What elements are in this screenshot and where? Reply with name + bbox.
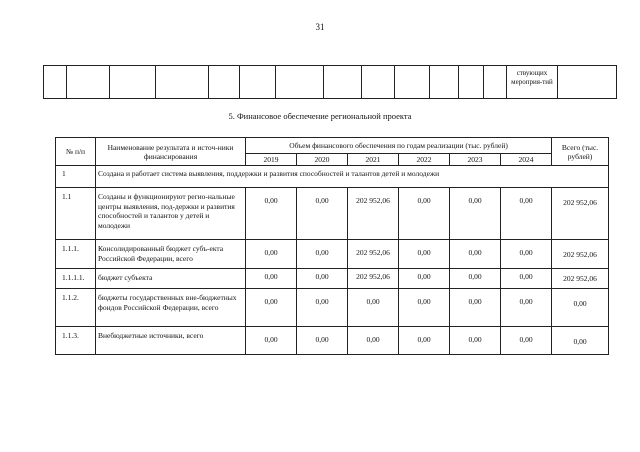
row-value: 202 952,06 [348, 240, 399, 269]
cont-cell [156, 66, 209, 99]
header-year: 2020 [297, 154, 348, 166]
row-code: 1.1.1. [56, 240, 96, 269]
table-row [56, 327, 609, 355]
row-total: 0,00 [552, 327, 609, 355]
row-name: Созданы и функционируют регио-нальные центры выявления, под-держки и развития способностей и талантов у детей и молодежи [96, 188, 246, 240]
cont-cell [240, 66, 276, 99]
row-value: 0,00 [450, 269, 501, 289]
header-total: Всего (тыс. рублей) [552, 138, 609, 166]
row-value: 0,00 [450, 327, 501, 355]
row-value: 0,00 [246, 188, 297, 240]
row-total: 0,00 [552, 289, 609, 327]
row-name: Консолидированный бюджет субъ-екта Российской Федерации, всего [96, 240, 246, 269]
row-value: 0,00 [297, 188, 348, 240]
table-row [56, 240, 609, 269]
row-name: бюджеты государственных вне-бюджетных фондов Российской Федерации, всего [96, 289, 246, 327]
cont-cell [362, 66, 395, 99]
row-value: 0,00 [348, 289, 399, 327]
header-year: 2022 [399, 154, 450, 166]
row-total: 202 952,06 [552, 269, 609, 289]
row-value: 0,00 [297, 269, 348, 289]
row-value: 0,00 [297, 327, 348, 355]
cont-cell [67, 66, 110, 99]
row-name: Внебюджетные источники, всего [96, 327, 246, 355]
row-value: 0,00 [399, 327, 450, 355]
row-value: 0,00 [450, 289, 501, 327]
header-num: № п/п [56, 138, 96, 166]
page-number: 31 [315, 22, 325, 32]
header-volume: Объем финансового обеспечения по годам реализации (тыс. рублей) [246, 138, 552, 154]
row-value: 0,00 [246, 327, 297, 355]
table-row [56, 289, 609, 327]
row-value: 0,00 [246, 240, 297, 269]
row-code: 1.1.3. [56, 327, 96, 355]
row-code: 1 [56, 166, 96, 188]
continuation-table [43, 65, 617, 99]
row-code: 1.1.1.1. [56, 269, 96, 289]
table-row [56, 188, 609, 240]
header-year: 2023 [450, 154, 501, 166]
row-value: 202 952,06 [348, 188, 399, 240]
header-name: Наименование результата и источ-ники финансирования [96, 138, 246, 166]
row-code: 1.1 [56, 188, 96, 240]
table-row [56, 269, 609, 289]
row-total: 202 952,06 [552, 188, 609, 240]
row-name: бюджет субъекта [96, 269, 246, 289]
cont-cell [395, 66, 430, 99]
section-title: 5. Финансовое обеспечение региональной проекта [228, 111, 412, 121]
row-value: 0,00 [501, 289, 552, 327]
section-row [56, 166, 609, 188]
row-value: 0,00 [450, 188, 501, 240]
row-value: 0,00 [246, 289, 297, 327]
row-total: 202 952,06 [552, 240, 609, 269]
cont-cell [459, 66, 484, 99]
cont-cell [44, 66, 67, 99]
row-value: 0,00 [399, 269, 450, 289]
row-value: 0,00 [501, 269, 552, 289]
cont-cell [324, 66, 362, 99]
cont-cell [558, 66, 617, 99]
row-value: 0,00 [501, 327, 552, 355]
row-value: 0,00 [297, 240, 348, 269]
header-year: 2019 [246, 154, 297, 166]
row-value: 0,00 [246, 269, 297, 289]
row-value: 0,00 [450, 240, 501, 269]
row-value: 0,00 [348, 327, 399, 355]
cont-cell [430, 66, 459, 99]
header-year: 2021 [348, 154, 399, 166]
cont-cell-text: ствующих мероприя-тий [507, 66, 558, 99]
row-value: 0,00 [501, 188, 552, 240]
cont-cell [484, 66, 507, 99]
cont-cell [276, 66, 324, 99]
row-code: 1.1.2. [56, 289, 96, 327]
row-value: 0,00 [501, 240, 552, 269]
row-value: 0,00 [399, 240, 450, 269]
cont-cell [209, 66, 240, 99]
row-value: 0,00 [399, 188, 450, 240]
finance-table [55, 137, 609, 355]
row-value: 202 952,06 [348, 269, 399, 289]
header-year: 2024 [501, 154, 552, 166]
cont-cell [110, 66, 156, 99]
row-value: 0,00 [399, 289, 450, 327]
row-value: 0,00 [297, 289, 348, 327]
section-row-text: Создана и работает система выявления, поддержки и развития способностей и талантов детей и молодежи [96, 166, 609, 188]
